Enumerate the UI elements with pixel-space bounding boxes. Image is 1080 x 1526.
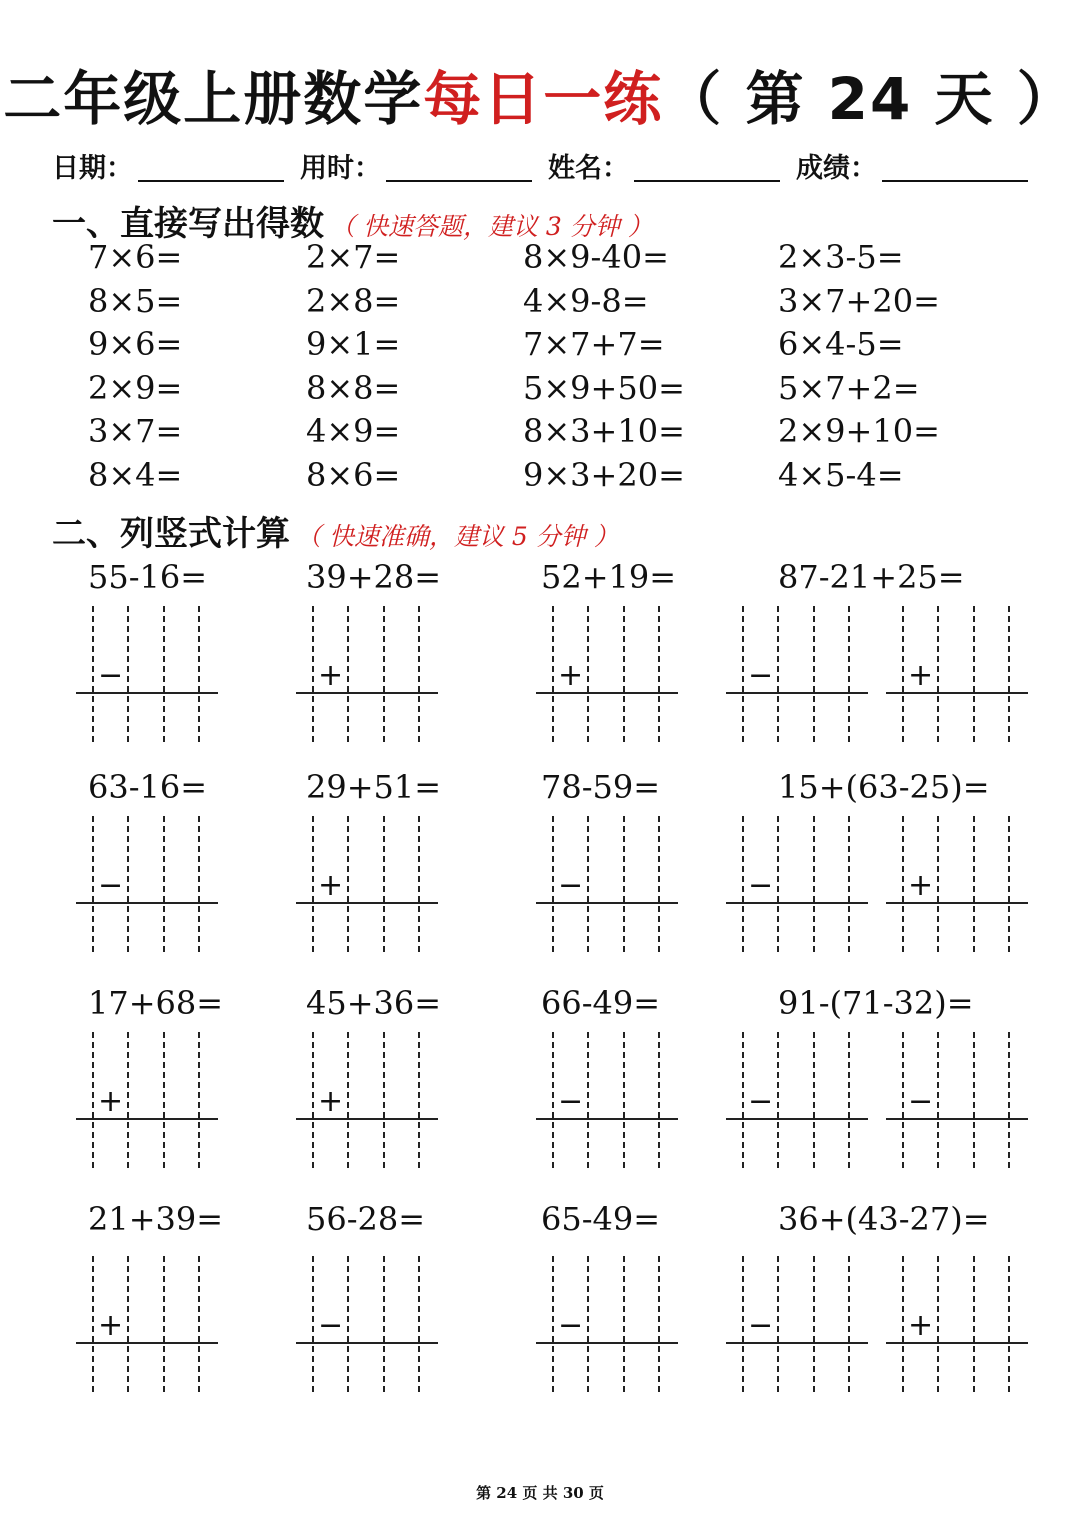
dashed-column-line — [777, 1032, 779, 1168]
date-label: 日期： — [52, 153, 133, 184]
oral-problem: 4×5-4= — [778, 456, 904, 494]
dashed-column-line — [848, 816, 850, 952]
dashed-column-line — [813, 606, 815, 742]
title-main: 二年级上册数学 — [3, 65, 424, 133]
dashed-column-line — [127, 816, 129, 952]
oral-problem: 4×9-8= — [523, 281, 649, 320]
dashed-column-line — [902, 816, 904, 952]
section2-heading — [52, 506, 619, 555]
dashed-column-line — [973, 816, 975, 952]
oral-problem: 8×4= — [88, 456, 183, 494]
dashed-column-line — [937, 606, 939, 742]
dashed-column-line — [937, 1032, 939, 1168]
answer-grid[interactable] — [726, 816, 868, 952]
operator-sign: − — [748, 1308, 774, 1343]
section2-title: 二、列竖式计算 — [52, 514, 290, 554]
vertical-problem: 45+36= — [306, 984, 442, 1022]
dashed-column-line — [552, 816, 554, 952]
vertical-problem: 66-49= — [541, 984, 661, 1022]
dashed-column-line — [587, 606, 589, 742]
answer-grid[interactable] — [536, 1256, 678, 1392]
dashed-column-line — [973, 1032, 975, 1168]
dashed-column-line — [1008, 1256, 1010, 1392]
dashed-column-line — [587, 816, 589, 952]
name-blank — [634, 180, 780, 182]
page-title — [0, 52, 1080, 136]
dashed-column-line — [658, 816, 660, 952]
dashed-column-line — [163, 606, 165, 742]
dashed-column-line — [383, 816, 385, 952]
info-line — [52, 146, 1032, 186]
dashed-column-line — [418, 1256, 420, 1392]
oral-problem: 3×7+20= — [778, 281, 940, 320]
vertical-problem: 29+51= — [306, 768, 442, 806]
vertical-problem: 91-(71-32)= — [778, 984, 974, 1022]
operator-sign: + — [908, 658, 934, 693]
dashed-column-line — [198, 606, 200, 742]
dashed-column-line — [127, 1256, 129, 1392]
answer-grid[interactable] — [536, 1032, 678, 1168]
score-label: 成绩： — [796, 153, 877, 184]
dashed-column-line — [127, 1032, 129, 1168]
dashed-column-line — [742, 816, 744, 952]
answer-grid[interactable] — [76, 1256, 218, 1392]
dashed-column-line — [92, 816, 94, 952]
dashed-column-line — [92, 606, 94, 742]
dashed-column-line — [312, 1032, 314, 1168]
oral-problem: 8×5= — [88, 281, 183, 320]
dashed-column-line — [742, 606, 744, 742]
answer-grid[interactable] — [726, 1256, 868, 1392]
dashed-column-line — [163, 1256, 165, 1392]
answer-grid[interactable] — [296, 606, 438, 742]
page-footer: 第 24 页 共 30 页 — [476, 1484, 604, 1502]
dashed-column-line — [623, 816, 625, 952]
dashed-column-line — [777, 606, 779, 742]
dashed-column-line — [848, 1032, 850, 1168]
operator-sign: + — [318, 868, 344, 903]
dashed-column-line — [552, 606, 554, 742]
dashed-column-line — [623, 1256, 625, 1392]
dashed-column-line — [1008, 816, 1010, 952]
title-highlight: 每日一练 — [423, 65, 664, 133]
section2-hint: （ 快速准确，建议 5 分钟 ） — [296, 522, 619, 551]
title-day: （ 第 24 天 ） — [663, 65, 1077, 133]
answer-grid[interactable] — [76, 606, 218, 742]
operator-sign: − — [98, 868, 124, 903]
operator-sign: + — [318, 1084, 344, 1119]
dashed-column-line — [777, 1256, 779, 1392]
operator-sign: − — [908, 1084, 934, 1119]
dashed-column-line — [198, 1256, 200, 1392]
vertical-problem: 65-49= — [541, 1200, 661, 1238]
oral-problem: 7×7+7= — [523, 325, 665, 364]
operator-sign: + — [98, 1084, 124, 1119]
dashed-column-line — [383, 606, 385, 742]
oral-problem: 5×7+2= — [778, 368, 920, 407]
time-blank — [386, 180, 532, 182]
dashed-column-line — [777, 816, 779, 952]
time-label: 用时： — [300, 153, 381, 184]
dashed-column-line — [658, 606, 660, 742]
dashed-column-line — [383, 1032, 385, 1168]
answer-grid[interactable] — [886, 606, 1028, 742]
dashed-column-line — [902, 1032, 904, 1168]
vertical-problem: 55-16= — [88, 558, 208, 596]
vertical-problem: 63-16= — [88, 768, 208, 806]
dashed-column-line — [937, 816, 939, 952]
operator-sign: + — [318, 658, 344, 693]
dashed-column-line — [198, 1032, 200, 1168]
oral-problem: 8×9-40= — [523, 238, 669, 276]
dashed-column-line — [902, 606, 904, 742]
oral-problem: 6×4-5= — [778, 325, 904, 364]
operator-sign: − — [558, 1308, 584, 1343]
dashed-column-line — [347, 1032, 349, 1168]
score-blank — [882, 180, 1028, 182]
vertical-problem: 15+(63-25)= — [778, 768, 990, 806]
oral-problem: 2×7= — [306, 238, 401, 276]
name-label: 姓名： — [548, 153, 629, 184]
vertical-problem: 87-21+25= — [778, 558, 965, 596]
vertical-problem: 21+39= — [88, 1200, 224, 1238]
oral-problem: 8×3+10= — [523, 412, 685, 451]
operator-sign: + — [908, 1308, 934, 1343]
oral-problem: 9×6= — [88, 325, 183, 364]
dashed-column-line — [418, 1032, 420, 1168]
section1-hint: （ 快速答题，建议 3 分钟 ） — [330, 212, 653, 241]
operator-sign: − — [748, 868, 774, 903]
dashed-column-line — [163, 1032, 165, 1168]
dashed-column-line — [973, 1256, 975, 1392]
answer-grid[interactable] — [296, 1256, 438, 1392]
answer-grid[interactable] — [76, 816, 218, 952]
vertical-problem: 52+19= — [541, 558, 677, 596]
operator-sign: + — [908, 868, 934, 903]
operator-sign: − — [748, 1084, 774, 1119]
answer-grid[interactable] — [726, 606, 868, 742]
answer-grid[interactable] — [886, 1256, 1028, 1392]
dashed-column-line — [127, 606, 129, 742]
dashed-column-line — [587, 1256, 589, 1392]
oral-problem: 7×6= — [88, 238, 183, 276]
dashed-column-line — [973, 606, 975, 742]
dashed-column-line — [1008, 1032, 1010, 1168]
operator-sign: − — [558, 868, 584, 903]
dashed-column-line — [813, 1256, 815, 1392]
dashed-column-line — [347, 1256, 349, 1392]
dashed-column-line — [418, 816, 420, 952]
answer-grid[interactable] — [536, 606, 678, 742]
oral-problem: 8×6= — [306, 456, 401, 494]
dashed-column-line — [658, 1032, 660, 1168]
dashed-column-line — [623, 1032, 625, 1168]
dashed-column-line — [587, 1032, 589, 1168]
oral-problem: 2×8= — [306, 281, 401, 320]
dashed-column-line — [813, 816, 815, 952]
date-blank — [138, 180, 284, 182]
operator-sign: − — [558, 1084, 584, 1119]
dashed-column-line — [742, 1032, 744, 1168]
oral-problem: 2×3-5= — [778, 238, 904, 276]
oral-problem: 3×7= — [88, 412, 183, 451]
dashed-column-line — [848, 1256, 850, 1392]
answer-grid[interactable] — [76, 1032, 218, 1168]
vertical-problem: 36+(43-27)= — [778, 1200, 990, 1238]
vertical-problem: 78-59= — [541, 768, 661, 806]
oral-problem: 2×9= — [88, 368, 183, 407]
answer-grid[interactable] — [536, 816, 678, 952]
dashed-column-line — [623, 606, 625, 742]
vertical-problem: 17+68= — [88, 984, 224, 1022]
answer-grid[interactable] — [296, 816, 438, 952]
dashed-column-line — [347, 816, 349, 952]
oral-problem: 4×9= — [306, 412, 401, 451]
dashed-column-line — [552, 1256, 554, 1392]
oral-problem: 2×9+10= — [778, 412, 940, 451]
dashed-column-line — [658, 1256, 660, 1392]
oral-problem: 9×1= — [306, 325, 401, 364]
dashed-column-line — [418, 606, 420, 742]
operator-sign: − — [748, 658, 774, 693]
dashed-column-line — [198, 816, 200, 952]
dashed-column-line — [92, 1256, 94, 1392]
oral-problem: 5×9+50= — [523, 368, 685, 407]
answer-grid[interactable] — [296, 1032, 438, 1168]
vertical-problem: 39+28= — [306, 558, 442, 596]
operator-sign: − — [318, 1308, 344, 1343]
dashed-column-line — [312, 816, 314, 952]
dashed-column-line — [1008, 606, 1010, 742]
operator-sign: − — [98, 658, 124, 693]
dashed-column-line — [742, 1256, 744, 1392]
dashed-column-line — [92, 1032, 94, 1168]
dashed-column-line — [383, 1256, 385, 1392]
answer-grid[interactable] — [886, 1032, 1028, 1168]
dashed-column-line — [848, 606, 850, 742]
oral-problem: 8×8= — [306, 368, 401, 407]
section1-title: 一、直接写出得数 — [52, 204, 324, 244]
dashed-column-line — [347, 606, 349, 742]
dashed-column-line — [902, 1256, 904, 1392]
dashed-column-line — [312, 606, 314, 742]
operator-sign: + — [98, 1308, 124, 1343]
vertical-problem: 56-28= — [306, 1200, 426, 1238]
answer-grid[interactable] — [726, 1032, 868, 1168]
operator-sign: + — [558, 658, 584, 693]
dashed-column-line — [552, 1032, 554, 1168]
dashed-column-line — [937, 1256, 939, 1392]
answer-grid[interactable] — [886, 816, 1028, 952]
dashed-column-line — [813, 1032, 815, 1168]
dashed-column-line — [312, 1256, 314, 1392]
dashed-column-line — [163, 816, 165, 952]
oral-problem: 9×3+20= — [523, 456, 685, 494]
